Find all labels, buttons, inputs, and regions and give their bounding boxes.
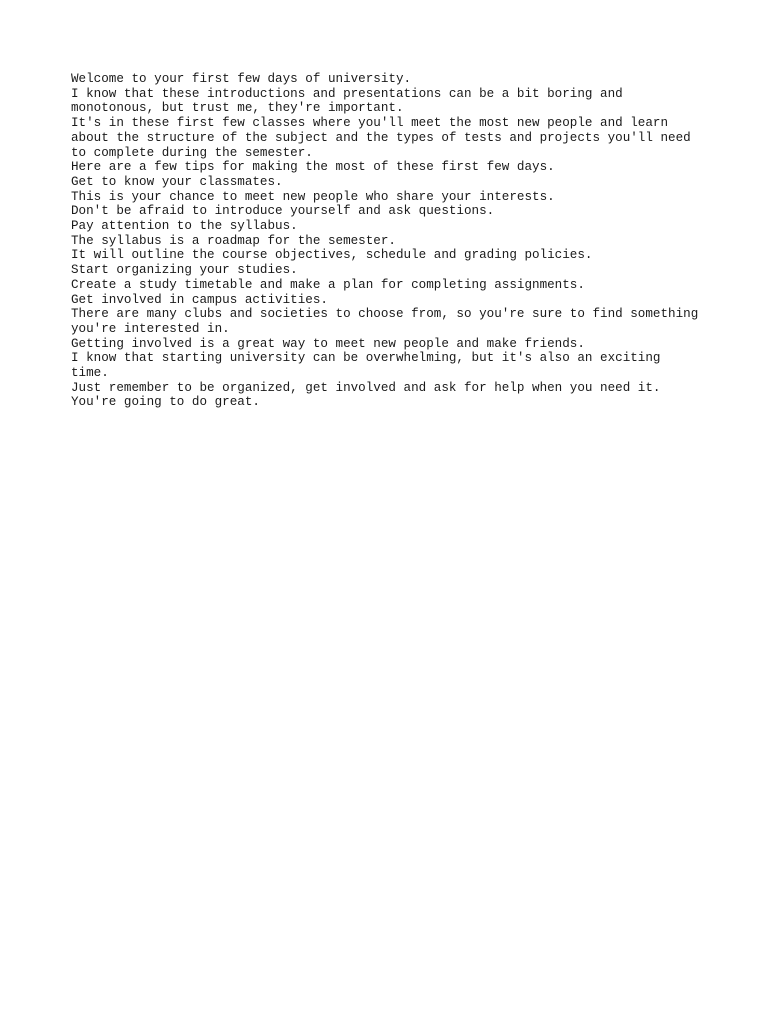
text-line: Start organizing your studies. [71, 263, 298, 278]
text-line: I know that these introductions and presentations can be a bit boring and [71, 86, 623, 101]
text-line: Here are a few tips for making the most of these first few days. [71, 160, 555, 175]
text-line: Get involved in campus activities. [71, 292, 328, 307]
text-line: to complete during the semester. [71, 145, 313, 160]
text-line: It's in these first few classes where you'll meet the most new people and learn [71, 116, 669, 131]
text-line: Don't be afraid to introduce yourself and ask questions. [71, 204, 495, 219]
text-line: I know that starting university can be overwhelming, but it's also an exciting [71, 351, 661, 366]
text-line: Create a study timetable and make a plan for completing assignments. [71, 277, 585, 292]
text-line: monotonous, but trust me, they're important. [71, 101, 404, 116]
text-line: Pay attention to the syllabus. [71, 219, 298, 234]
text-line: time. [71, 366, 109, 381]
text-line: The syllabus is a roadmap for the semester. [71, 233, 396, 248]
text-line: There are many clubs and societies to choose from, so you're sure to find something [71, 307, 699, 322]
text-line: This is your chance to meet new people who share your interests. [71, 189, 555, 204]
document-body [71, 72, 711, 410]
text-line: you're interested in. [71, 321, 230, 336]
text-line: about the structure of the subject and the types of tests and projects you'll need [71, 130, 691, 145]
text-line: Welcome to your first few days of university. [71, 72, 412, 86]
text-line: Get to know your classmates. [71, 174, 283, 189]
text-line: It will outline the course objectives, schedule and grading policies. [71, 248, 593, 263]
text-line: Getting involved is a great way to meet new people and make friends. [71, 336, 585, 351]
text-line: You're going to do great. [71, 395, 260, 410]
text-line: Just remember to be organized, get involved and ask for help when you need it. [71, 380, 661, 395]
